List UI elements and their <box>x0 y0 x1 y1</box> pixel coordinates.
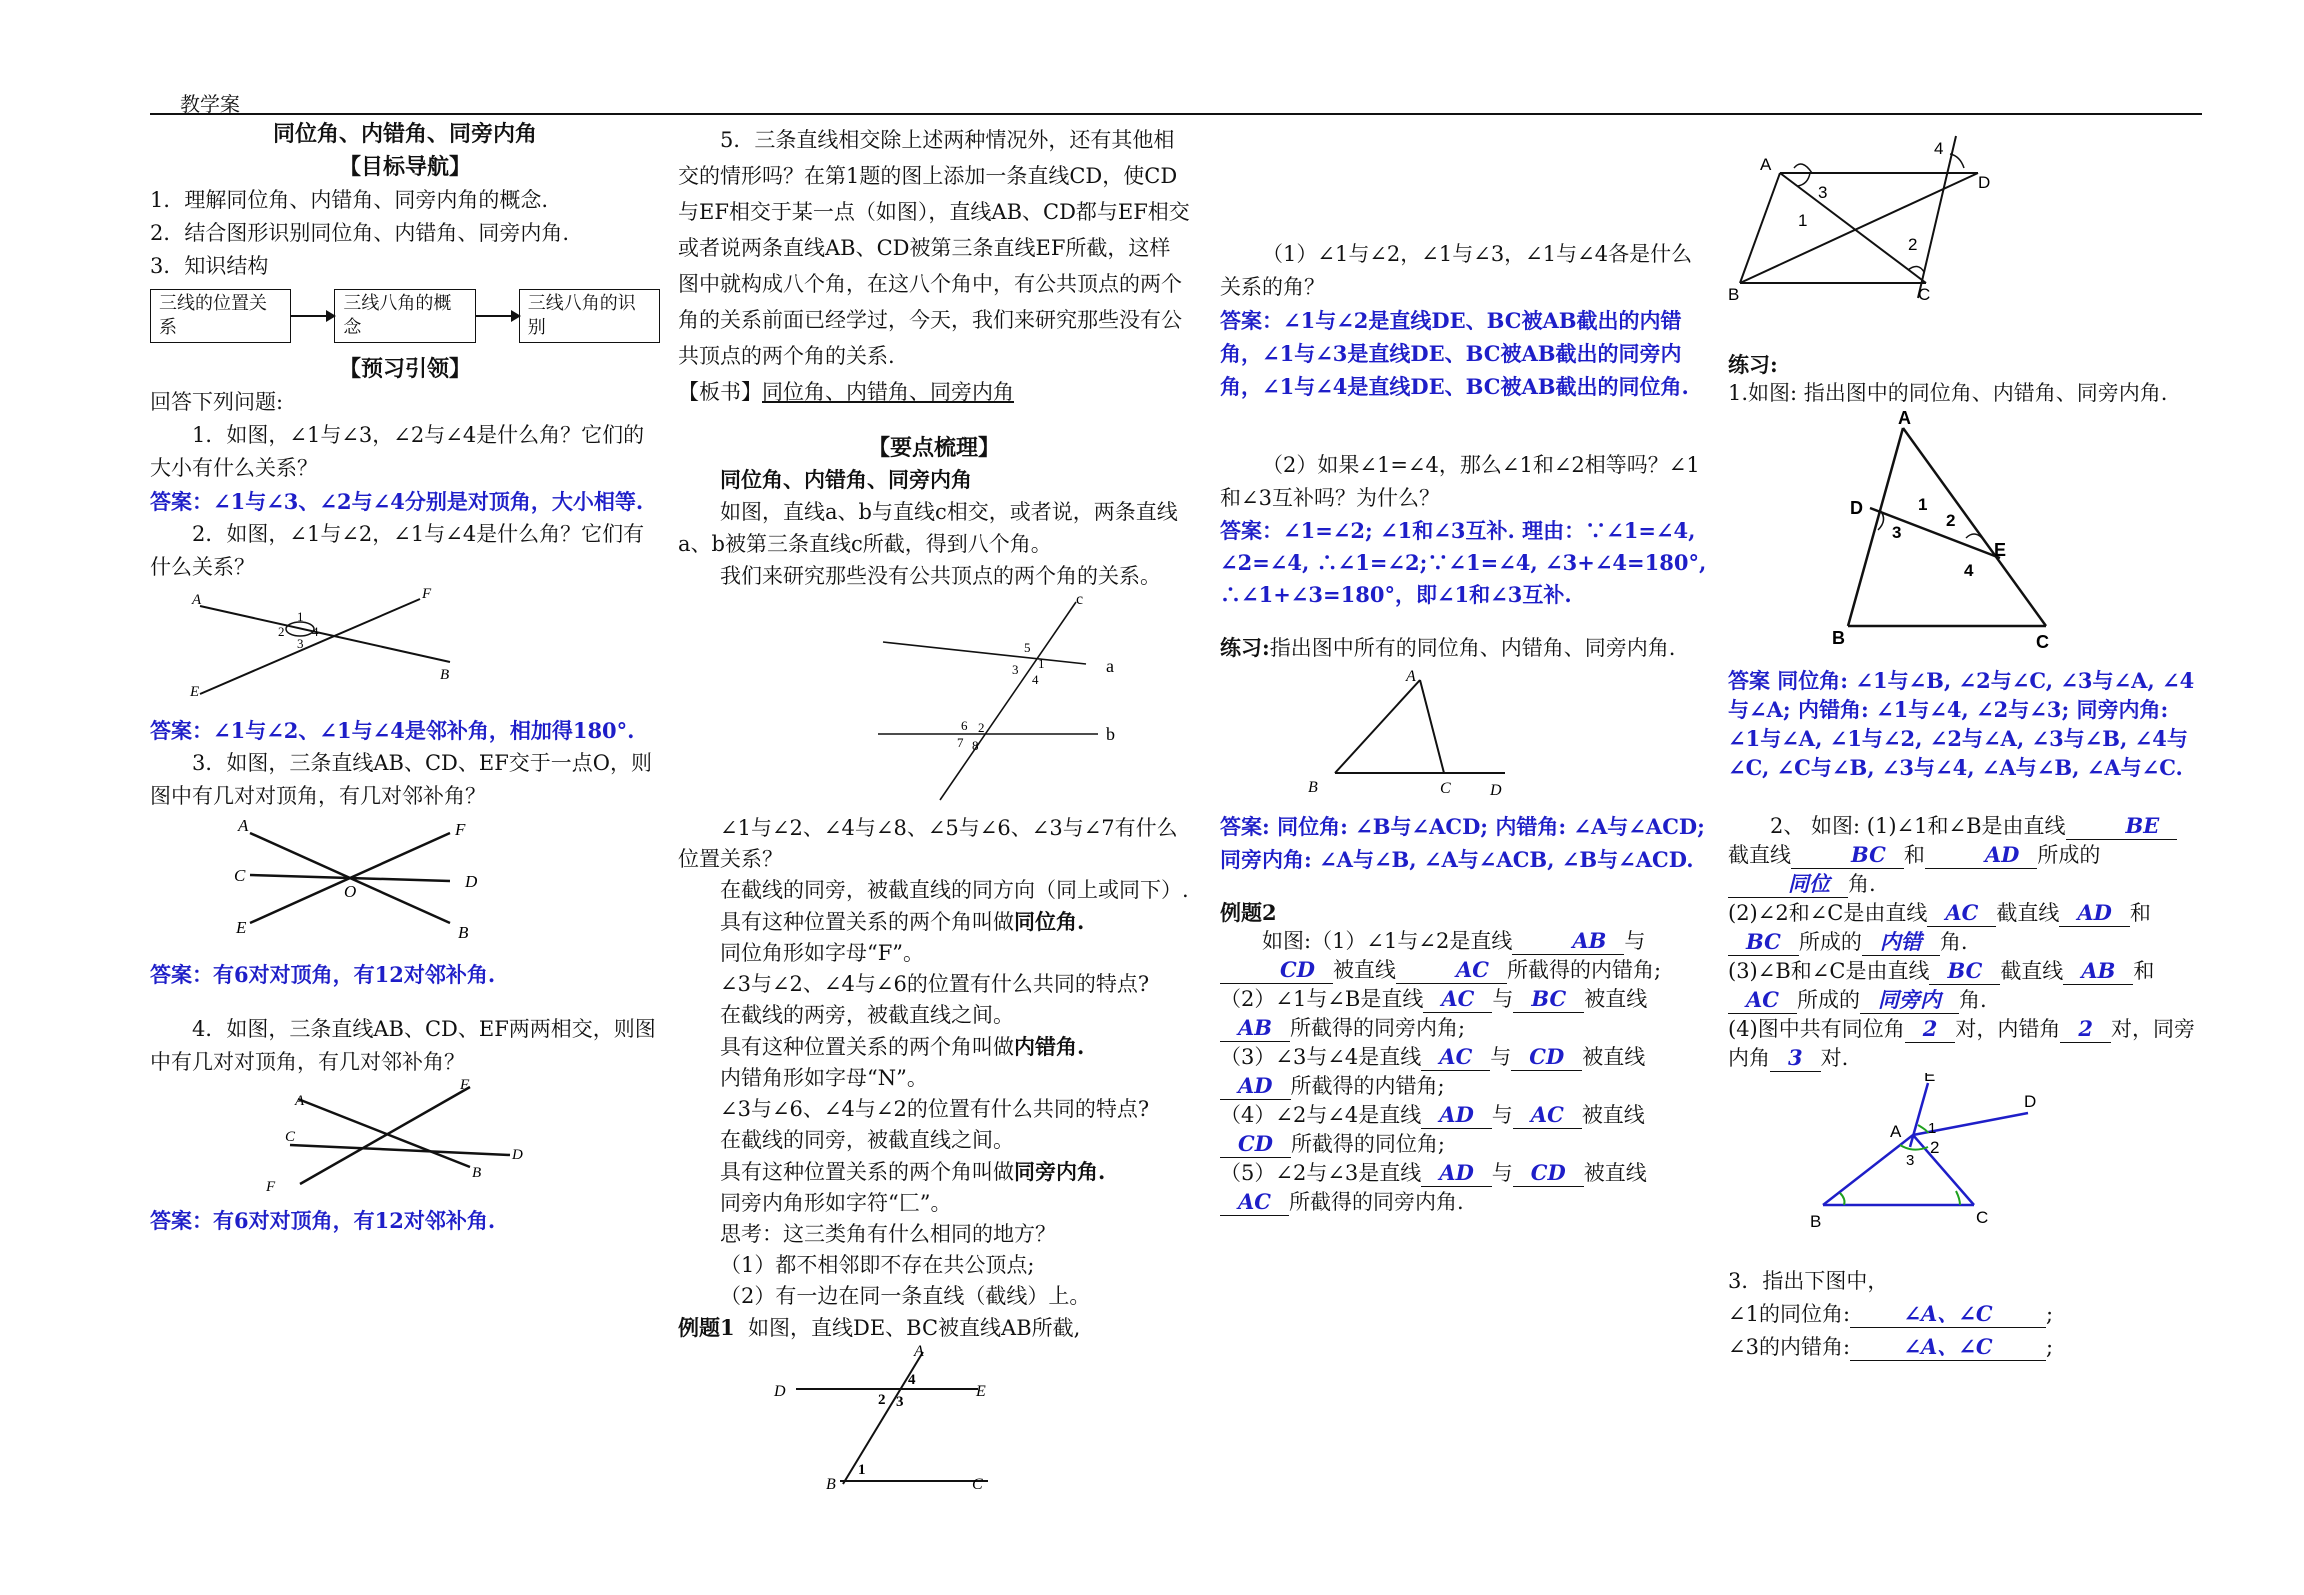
svg-text:B: B <box>1832 628 1845 648</box>
flow-arrow <box>291 315 334 317</box>
svg-text:2: 2 <box>1908 235 1918 254</box>
svg-text:C: C <box>1440 780 1451 797</box>
svg-text:A: A <box>914 1344 924 1360</box>
q2-row-2: (2)∠2和∠C是由直线 AC 截直线 AD 和BC 所成的 内错 角. <box>1728 900 2151 954</box>
svg-text:D: D <box>1490 782 1502 799</box>
key-p15: 思考：这三类角有什么相同的地方？ <box>720 1222 1056 1246</box>
svg-text:C: C <box>972 1476 983 1493</box>
svg-text:B: B <box>1308 779 1318 796</box>
key-p2: 我们来研究那些没有公共顶点的两个角的关系。 <box>720 564 1161 588</box>
svg-text:C: C <box>285 1129 296 1145</box>
goal-2: 2．结合图形识别同位角、内错角、同旁内角. <box>150 221 570 245</box>
svg-text:D: D <box>1978 173 1991 192</box>
example-1: 例题1 如图，直线DE、BC被直线AB所截, <box>678 1315 1081 1340</box>
practice-q1-answer: 答案 同位角: ∠1与∠B, ∠2与∠C, ∠3与∠A, ∠4与∠A; 内错角: ∠1与∠4, ∠2与∠3; 同旁内角: ∠1与∠A, ∠1与∠2, ∠2与∠A, ∠3与∠B, ∠4与∠C, ∠C与∠B, ∠3与∠4, ∠A与∠B, ∠A与∠C. <box>1728 668 2195 780</box>
svg-text:2: 2 <box>1930 1138 1940 1157</box>
svg-text:2: 2 <box>878 1392 886 1408</box>
figure-example-1 <box>678 1344 1190 1494</box>
svg-text:E: E <box>976 1383 986 1400</box>
svg-text:4: 4 <box>1934 139 1944 158</box>
question-3-intro: 3．指出下图中， <box>1728 1269 1889 1293</box>
preview-heading: 【预习引领】 <box>338 356 471 382</box>
svg-text:F: F <box>422 586 432 602</box>
svg-text:3: 3 <box>297 636 304 651</box>
q2-row-1: 2、 如图: (1)∠1和∠B是由直线 BE截直线 BC 和 AD 所成的同位 角. <box>1728 812 2198 899</box>
figure-three-lines-pairwise <box>150 1079 660 1194</box>
key-p8: 在截线的两旁，被截直线之间。 <box>720 1003 1014 1027</box>
svg-text:1: 1 <box>1928 1120 1937 1137</box>
svg-text:A: A <box>1890 1122 1902 1141</box>
svg-text:B: B <box>458 923 469 942</box>
svg-text:E: E <box>1994 540 2007 560</box>
svg-text:D: D <box>774 1383 786 1400</box>
key-p16: （1）都不相邻即不存在共公顶点; <box>720 1253 1035 1277</box>
question-4: 4．如图，三条直线AB、CD、EF两两相交，则图中有几对对顶角，有几对邻补角？ <box>150 1017 656 1074</box>
question-2: 2．如图，∠1与∠2，∠1与∠4是什么角？它们有什么关系？ <box>150 522 645 579</box>
svg-text:F: F <box>455 820 466 839</box>
svg-text:3: 3 <box>896 1394 904 1410</box>
svg-text:B: B <box>1728 285 1740 304</box>
ex1-question-2: （2）如果∠1=∠4，那么∠1和∠2相等吗？∠1和∠3互补吗？为什么？ <box>1220 453 1700 510</box>
intro-text: 回答下列问题: <box>150 390 284 414</box>
ex2-row-4: （4）∠2与∠4是直线 AD 与 AC 被直线CD 所截得的同位角; <box>1220 1102 1645 1156</box>
svg-text:2: 2 <box>978 720 985 735</box>
header-label: 教学案 <box>180 92 240 116</box>
figure-two-lines <box>150 584 660 704</box>
svg-text:3: 3 <box>1892 523 1902 542</box>
key-heading: 【要点梳理】 <box>867 435 1000 461</box>
svg-text:D: D <box>512 1147 523 1163</box>
q2-row-3: (3)∠B和∠C是由直线 BC 截直线 AB 和AC 所成的 同旁内 角. <box>1728 958 2155 1012</box>
practice-1: 练习:指出图中所有的同位角、内错角、同旁内角. <box>1220 635 1676 660</box>
svg-text:A: A <box>1898 408 1911 428</box>
svg-text:4: 4 <box>312 624 319 639</box>
column-3 <box>1220 238 1710 1217</box>
svg-text:1: 1 <box>1038 656 1045 671</box>
key-p4: 在截线的同旁，被截直线的同方向（同上或同下）. <box>720 878 1189 902</box>
svg-text:A: A <box>192 592 202 608</box>
svg-text:1: 1 <box>858 1462 866 1478</box>
figure-lines-a-b-c <box>678 592 1190 802</box>
goal-3: 3．知识结构 <box>150 254 269 278</box>
column-2 <box>678 122 1190 1505</box>
svg-text:F: F <box>460 1079 470 1093</box>
board-note: 【板书】同位角、内错角、同旁内角 <box>678 380 1014 404</box>
ex2-row-2: （2）∠1与∠B是直线 AC 与 BC 被直线AB 所截得的同旁内角; <box>1220 986 1648 1040</box>
key-p10: 内错角形如字母“N”。 <box>720 1066 928 1090</box>
answer-3: 答案：有6对对顶角，有12对邻补角. <box>150 962 496 987</box>
svg-text:O: O <box>344 882 357 901</box>
key-p14: 同旁内角形如字符“匚”。 <box>720 1191 952 1215</box>
svg-text:3: 3 <box>1906 1152 1915 1169</box>
practice-1-answer: 答案: 同位角: ∠B与∠ACD; 内错角: ∠A与∠ACD; 同旁内角: ∠A与∠B, ∠A与∠ACB, ∠B与∠ACD. <box>1220 814 1705 872</box>
flow-arrow <box>476 315 519 317</box>
svg-text:3: 3 <box>1818 183 1828 202</box>
practice-q1: 1.如图: 指出图中的同位角、内错角、同旁内角. <box>1728 381 2168 405</box>
flow-box-3: 三线八角的识别 <box>519 289 660 343</box>
practice-label: 练习: <box>1728 352 1778 377</box>
svg-text:D: D <box>1850 498 1863 518</box>
knowledge-flow <box>150 289 660 343</box>
svg-text:C: C <box>234 866 246 885</box>
svg-text:1: 1 <box>1918 495 1928 514</box>
svg-text:B: B <box>1810 1212 1822 1231</box>
ex2-row-1: 如图:（1）∠1与∠2是直线 AB 与CD 被直线 AC 所截得的内错角; <box>1220 927 1710 985</box>
svg-text:4: 4 <box>908 1372 916 1388</box>
svg-text:E: E <box>190 684 200 700</box>
svg-text:F: F <box>266 1179 276 1194</box>
key-p13: 具有这种位置关系的两个角叫做同旁内角. <box>720 1159 1106 1184</box>
svg-text:D: D <box>465 872 478 891</box>
key-p3: ∠1与∠2、∠4与∠8、∠5与∠6、∠3与∠7有什么位置关系？ <box>678 816 1178 871</box>
column-4 <box>1728 128 2198 1364</box>
svg-text:C: C <box>1918 285 1931 304</box>
ex1-answer-2: 答案：∠1=∠2; ∠1和∠3互补. 理由：∵∠1=∠4, ∠2=∠4, ∴∠1=∠2;∵∠1=∠4, ∠3+∠4=180°, ∴∠1+∠3=180°，即∠1和∠3互补. <box>1220 518 1707 607</box>
svg-text:E: E <box>236 918 247 937</box>
flow-box-2: 三线八角的概念 <box>334 289 475 343</box>
example-2: 例题2 <box>1220 900 1277 925</box>
question-1: 1．如图，∠1与∠3，∠2与∠4是什么角？它们的大小有什么关系？ <box>150 423 645 480</box>
svg-text:1: 1 <box>297 609 304 624</box>
question-3-row-1: ∠1的同位角: ∠A、∠C ; <box>1728 1301 2054 1326</box>
svg-text:B: B <box>472 1165 482 1181</box>
svg-text:5: 5 <box>1024 640 1031 655</box>
figure-triangle-de <box>1728 408 2198 658</box>
svg-text:A: A <box>1760 155 1772 174</box>
figure-triangle-acd <box>1220 665 1710 800</box>
figure-parallelogram <box>1728 128 2198 318</box>
key-p1: 如图，直线a、b与直线c相交，或者说，两条直线a、b被第三条直线c所截，得到八个角。 <box>678 500 1178 556</box>
svg-text:1: 1 <box>1798 211 1808 230</box>
key-p7: ∠3与∠2、∠4与∠6的位置有什么共同的特点? <box>720 972 1150 996</box>
svg-text:A: A <box>238 816 249 835</box>
svg-text:c: c <box>1076 592 1084 608</box>
svg-text:B: B <box>440 667 450 683</box>
answer-2: 答案：∠1与∠2、∠1与∠4是邻补角，相加得180°. <box>150 718 635 743</box>
svg-text:b: b <box>1106 724 1115 744</box>
ex1-answer-1: 答案：∠1与∠2是直线DE、BC被AB截出的内错角，∠1与∠3是直线DE、BC被AB截出的同旁内角，∠1与∠4是直线DE、BC被AB截出的同位角. <box>1220 308 1689 399</box>
svg-text:3: 3 <box>1012 662 1019 677</box>
key-p17: （2）有一边在同一条直线（截线）上。 <box>720 1284 1091 1308</box>
key-p6: 同位角形如字母“F”。 <box>720 941 925 965</box>
svg-text:8: 8 <box>972 738 979 753</box>
answer-4: 答案：有6对对顶角，有12对邻补角. <box>150 1208 496 1233</box>
question-3: 3．如图，三条直线AB、CD、EF交于一点O，则图中有几对对顶角，有几对邻补角？ <box>150 751 652 808</box>
key-p12: 在截线的同旁，被截直线之间。 <box>720 1128 1014 1152</box>
q2-row-4: (4)图中共有同位角 2 对，内错角 2 对，同旁内角 3 对. <box>1728 1016 2195 1070</box>
flow-box-1: 三线的位置关系 <box>150 289 291 343</box>
key-p5: 具有这种位置关系的两个角叫做同位角. <box>720 909 1085 934</box>
svg-text:C: C <box>1976 1208 1989 1227</box>
svg-text:E: E <box>1924 1073 1936 1085</box>
key-subheading: 同位角、内错角、同旁内角 <box>720 467 972 492</box>
figure-three-lines-one-point <box>150 813 660 948</box>
svg-text:A: A <box>1406 668 1416 685</box>
ex2-row-3: （3）∠3与∠4是直线 AC 与 CD 被直线AD 所截得的内错角; <box>1220 1044 1646 1098</box>
svg-text:a: a <box>1106 656 1114 676</box>
answer-1: 答案：∠1与∠3、∠2与∠4分别是对顶角，大小相等. <box>150 489 644 514</box>
svg-text:4: 4 <box>1964 561 1974 580</box>
key-p11: ∠3与∠6、∠4与∠2的位置有什么共同的特点? <box>720 1097 1150 1121</box>
svg-text:A: A <box>295 1093 305 1109</box>
svg-text:2: 2 <box>1946 511 1956 530</box>
svg-text:6: 6 <box>961 718 968 733</box>
svg-text:2: 2 <box>278 624 285 639</box>
page-title: 同位角、内错角、同旁内角 <box>272 121 537 147</box>
column-1 <box>150 118 660 1237</box>
key-p9: 具有这种位置关系的两个角叫做内错角. <box>720 1034 1085 1059</box>
svg-text:D: D <box>2024 1092 2037 1111</box>
figure-triangle-blue <box>1728 1073 2198 1243</box>
question-3-row-2: ∠3的内错角: ∠A、∠C ; <box>1728 1334 2054 1359</box>
header-rule <box>150 113 2202 115</box>
ex2-row-5: （5）∠2与∠3是直线 AD 与 CD 被直线AC 所截得的同旁内角. <box>1220 1160 1647 1214</box>
svg-text:C: C <box>2036 632 2049 652</box>
goal-1: 1．理解同位角、内错角、同旁内角的概念. <box>150 188 549 212</box>
goal-heading: 【目标导航】 <box>338 154 471 180</box>
svg-text:7: 7 <box>957 735 964 750</box>
svg-text:4: 4 <box>1032 672 1039 687</box>
question-5: 5．三条直线相交除上述两种情况外，还有其他相交的情形吗？在第1题的图上添加一条直线CD，使CD与EF相交于某一点（如图），直线AB、CD都与EF相交或者说两条直线AB、CD被第三条直线EF所截，这样图中就构成八个角，在这八个角中，有公共顶点的两个角的关系前面已经学过，今天，我们来研究那些没有公共顶点的两个角的关系. <box>678 128 1190 368</box>
ex1-question-1: （1）∠1与∠2，∠1与∠3，∠1与∠4各是什么关系的角？ <box>1220 242 1693 299</box>
svg-text:B: B <box>826 1476 836 1493</box>
